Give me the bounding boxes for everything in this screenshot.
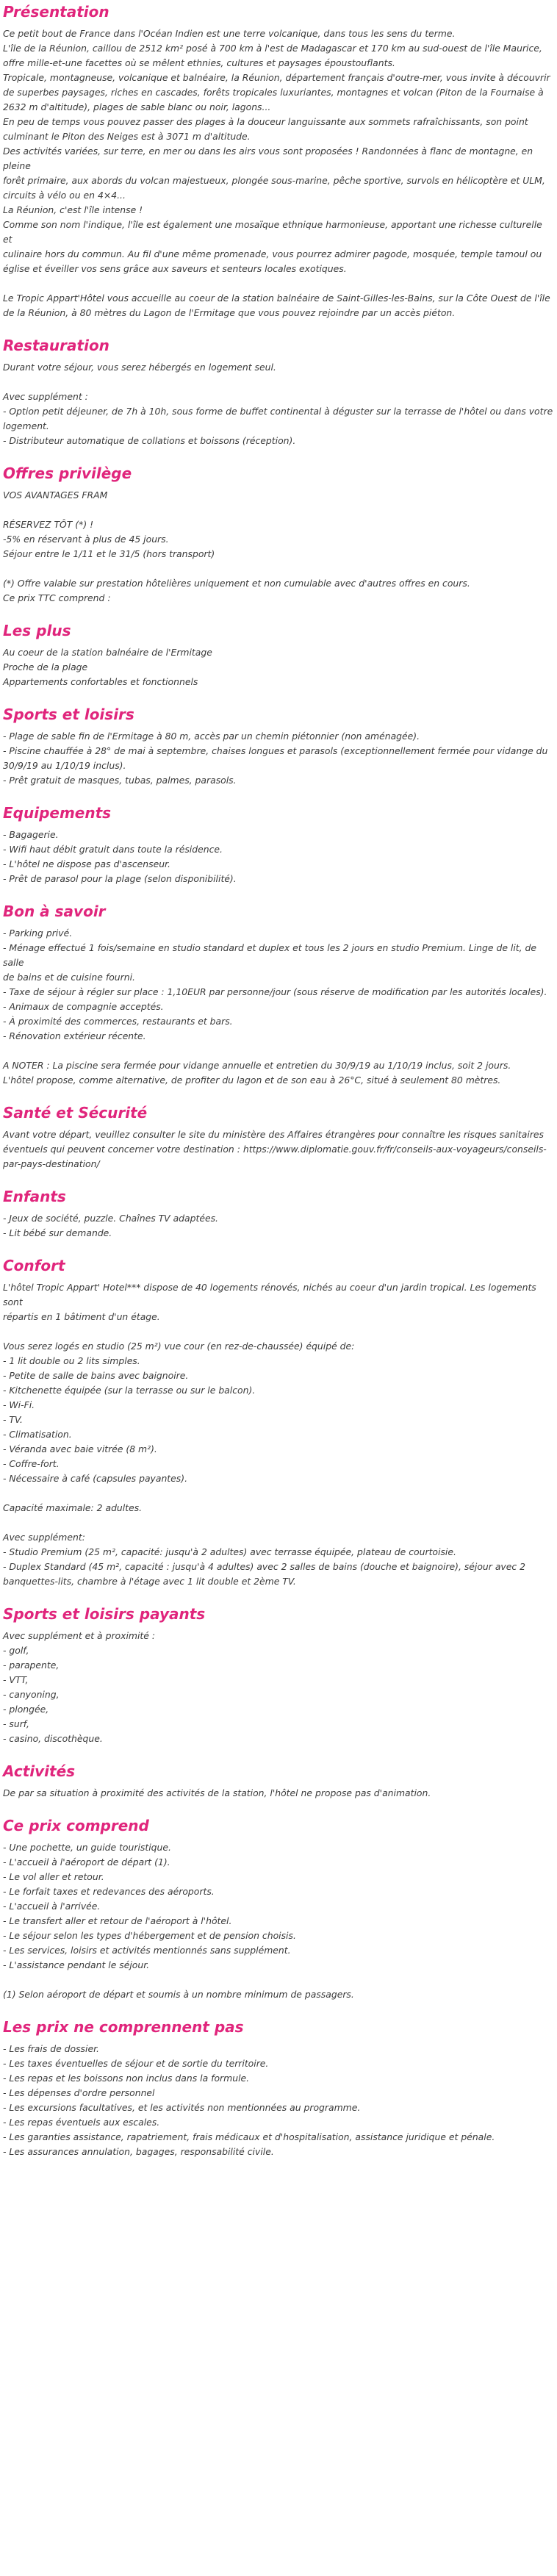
section-activites bbox=[0, 1759, 557, 1801]
text-line: - golf, bbox=[3, 1645, 29, 1656]
section-title: Enfants bbox=[3, 1188, 66, 1205]
text-line: banquettes-lits, chambre à l'étage avec 1 lit double et 2ème TV. bbox=[3, 1576, 296, 1587]
text-line: - casino, discothèque. bbox=[3, 1733, 103, 1744]
text-line: répartis en 1 bâtiment d'un étage. bbox=[3, 1311, 160, 1322]
text-line: - Prêt de parasol pour la plage (selon disponibilité). bbox=[3, 873, 237, 884]
text-line: - Wi-Fi. bbox=[3, 1399, 35, 1410]
text-line: Avec supplément : bbox=[3, 391, 88, 402]
section-body bbox=[3, 1280, 554, 1589]
text-line: 2632 m d'altitude), plages de sable blanc ou noir, lagons... bbox=[3, 101, 271, 112]
section-bon-a-savoir bbox=[0, 900, 557, 1088]
text-line: culinaire hors du commun. Au fil d'une même promenade, vous pourrez admirer pagode, mosquée, temple tamoul ou bbox=[3, 248, 542, 259]
text-line: - TV. bbox=[3, 1414, 23, 1425]
text-line: Au coeur de la station balnéaire de l'Ermitage bbox=[3, 647, 212, 658]
text-line: offre mille-et-une facettes où se mêlent ethnies, cultures et paysages époustouflants. bbox=[3, 57, 395, 68]
text-line: - Climatisation. bbox=[3, 1429, 72, 1440]
text-line: Des activités variées, sur terre, en mer ou dans les airs vous sont proposées ! Randonnées à flanc de montagne, en pleine bbox=[3, 146, 533, 171]
section-body bbox=[3, 2042, 554, 2159]
text-line: Avec supplément: bbox=[3, 1532, 85, 1543]
text-line: - Les repas éventuels aux escales. bbox=[3, 2117, 160, 2128]
text-line: - L'accueil à l'aéroport de départ (1). bbox=[3, 1856, 170, 1868]
text-line: - Le vol aller et retour. bbox=[3, 1871, 104, 1882]
text-line: - Les dépenses d'ordre personnel bbox=[3, 2087, 155, 2098]
text-line: - Les excursions facultatives, et les activités non mentionnées au programme. bbox=[3, 2102, 361, 2113]
text-line: Ce petit bout de France dans l'Océan Indien est une terre volcanique, dans tous les sens du terme. bbox=[3, 28, 456, 39]
section-body bbox=[3, 1840, 554, 2002]
section-title: Les plus bbox=[3, 622, 71, 639]
paragraph-gap bbox=[3, 562, 554, 576]
section-sports-loisirs-payants bbox=[0, 1602, 557, 1746]
text-line: VOS AVANTAGES FRAM bbox=[3, 489, 108, 501]
text-line: - Rénovation extérieur récente. bbox=[3, 1030, 146, 1041]
section-title: Offres privilège bbox=[3, 464, 132, 482]
section-sante-securite bbox=[0, 1101, 557, 1172]
section-title: Bon à savoir bbox=[3, 903, 106, 920]
text-line: Proche de la plage bbox=[3, 661, 88, 672]
text-line: - Kitchenette équipée (sur la terrasse ou sur le balcon). bbox=[3, 1385, 256, 1396]
section-title: Sports et loisirs payants bbox=[3, 1605, 206, 1623]
text-line: - canyoning, bbox=[3, 1689, 60, 1700]
text-line: - Animaux de compagnie acceptés. bbox=[3, 1001, 164, 1012]
paragraph-gap bbox=[3, 1486, 554, 1501]
text-line: Capacité maximale: 2 adultes. bbox=[3, 1502, 143, 1513]
text-line: église et éveiller vos sens grâce aux saveurs et senteurs locales exotiques. bbox=[3, 263, 347, 274]
section-restauration bbox=[0, 334, 557, 448]
text-line: - Piscine chauffée à 28° de mai à septembre, chaises longues et parasols (exceptionnellement fermée pour vidange du bbox=[3, 745, 548, 756]
section-title: Activités bbox=[3, 1762, 76, 1780]
text-line: - Plage de sable fin de l'Ermitage à 80 m, accès par un chemin piétonnier (non aménagée). bbox=[3, 731, 420, 742]
text-line: L'île de la Réunion, caillou de 2512 km² posé à 700 km à l'est de Madagascar et 170 km au sud-ouest de l'île Maurice, bbox=[3, 43, 542, 54]
section-body bbox=[3, 828, 554, 886]
section-body bbox=[3, 26, 554, 320]
section-title: Présentation bbox=[3, 3, 109, 21]
text-line: de bains et de cuisine fourni. bbox=[3, 972, 135, 983]
section-les-plus bbox=[0, 619, 557, 689]
text-line: - Ménage effectué 1 fois/semaine en studio standard et duplex et tous les 2 jours en studio Premium. Linge de lit, de salle bbox=[3, 942, 536, 968]
text-line: logement. bbox=[3, 420, 49, 431]
text-line: - Petite de salle de bains avec baignoire. bbox=[3, 1370, 189, 1381]
section-body bbox=[3, 645, 554, 689]
text-line: culminant le Piton des Neiges est à 3071 m d'altitude. bbox=[3, 131, 251, 142]
text-line: (*) Offre valable sur prestation hôtelières uniquement et non cumulable avec d'autres offres en cours. bbox=[3, 578, 470, 589]
text-line: - Duplex Standard (45 m², capacité : jusqu'à 4 adultes) avec 2 salles de bains (douche et baignoire), séjour avec 2 bbox=[3, 1561, 525, 1572]
text-line: Comme son nom l'indique, l'île est également une mosaïque ethnique harmonieuse, apportant une richesse culturelle et bbox=[3, 219, 542, 245]
text-line: - Wifi haut débit gratuit dans toute la résidence. bbox=[3, 844, 223, 855]
section-enfants bbox=[0, 1185, 557, 1241]
text-line: A NOTER : La piscine sera fermée pour vidange annuelle et entretien du 30/9/19 au 1/10/19 inclus, soit 2 jours. bbox=[3, 1060, 511, 1071]
text-line: - Véranda avec baie vitrée (8 m²). bbox=[3, 1443, 157, 1454]
section-title: Santé et Sécurité bbox=[3, 1104, 148, 1122]
text-line: - surf, bbox=[3, 1718, 29, 1729]
section-title: Confort bbox=[3, 1257, 65, 1274]
text-line: - Prêt gratuit de masques, tubas, palmes, parasols. bbox=[3, 775, 237, 786]
section-confort bbox=[0, 1254, 557, 1589]
paragraph-gap bbox=[3, 1324, 554, 1339]
text-line: - Une pochette, un guide touristique. bbox=[3, 1842, 171, 1853]
section-body bbox=[3, 1629, 554, 1746]
text-line: - Taxe de séjour à régler sur place : 1,10EUR par personne/jour (sous réserve de modification par les autorités locales). bbox=[3, 986, 547, 997]
paragraph-gap bbox=[3, 1515, 554, 1530]
text-line: L'hôtel Tropic Appart' Hotel*** dispose de 40 logements rénovés, nichés au coeur d'un jardin tropical. Les logements sont bbox=[3, 1282, 536, 1307]
section-ce-prix-comprend bbox=[0, 1814, 557, 2002]
text-line: - Les services, loisirs et activités mentionnés sans supplément. bbox=[3, 1945, 291, 1956]
section-equipements bbox=[0, 801, 557, 886]
text-line: - 1 lit double ou 2 lits simples. bbox=[3, 1355, 140, 1366]
text-line: Le Tropic Appart'Hôtel vous accueille au coeur de la station balnéaire de Saint-Gilles-les-Bains, sur la Côte Ouest de l'île bbox=[3, 293, 550, 304]
section-title: Ce prix comprend bbox=[3, 1817, 149, 1834]
text-line: - Nécessaire à café (capsules payantes). bbox=[3, 1473, 188, 1484]
text-line: - plongée, bbox=[3, 1704, 49, 1715]
section-ne-comprennent-pas bbox=[0, 2015, 557, 2159]
text-line: - À proximité des commerces, restaurants et bars. bbox=[3, 1016, 233, 1027]
text-line: Avec supplément et à proximité : bbox=[3, 1630, 156, 1641]
section-body bbox=[3, 926, 554, 1088]
text-line: de la Réunion, à 80 mètres du Lagon de l'Ermitage que vous pouvez rejoindre par un accès piéton. bbox=[3, 307, 456, 318]
text-line: - L'hôtel ne dispose pas d'ascenseur. bbox=[3, 858, 170, 869]
text-line: - L'assistance pendant le séjour. bbox=[3, 1959, 150, 1970]
text-line: Ce prix TTC comprend : bbox=[3, 592, 111, 603]
paragraph-gap bbox=[3, 276, 554, 291]
text-line: - Jeux de société, puzzle. Chaînes TV adaptées. bbox=[3, 1213, 218, 1224]
text-line: RÉSERVEZ TÔT (*) ! bbox=[3, 519, 94, 530]
section-title: Restauration bbox=[3, 337, 109, 354]
text-line: - VTT, bbox=[3, 1674, 29, 1685]
section-title: Les prix ne comprennent pas bbox=[3, 2018, 244, 2036]
text-line: circuits à vélo ou en 4×4... bbox=[3, 190, 126, 201]
text-line: De par sa situation à proximité des activités de la station, l'hôtel ne propose pas d'animation. bbox=[3, 1787, 431, 1798]
text-line: Avant votre départ, veuillez consulter le site du ministère des Affaires étrangères pour connaître les risques sanitaires bbox=[3, 1129, 544, 1140]
text-line: - Les repas et les boissons non inclus dans la formule. bbox=[3, 2073, 250, 2084]
text-line: - Option petit déjeuner, de 7h à 10h, sous forme de buffet continental à déguster sur la terrasse de l'hôtel ou dans votre bbox=[3, 406, 553, 417]
section-body bbox=[3, 488, 554, 606]
text-line: - Les taxes éventuelles de séjour et de sortie du territoire. bbox=[3, 2058, 269, 2069]
section-body bbox=[3, 729, 554, 788]
text-line: (1) Selon aéroport de départ et soumis à un nombre minimum de passagers. bbox=[3, 1989, 354, 2000]
text-line: Tropicale, montagneuse, volcanique et balnéaire, la Réunion, département français d'outre-mer, vous invite à découvrir bbox=[3, 72, 550, 83]
text-line: En peu de temps vous pouvez passer des plages à la douceur languissante aux sommets rafraîchissants, son point bbox=[3, 116, 528, 127]
text-line: - parapente, bbox=[3, 1660, 60, 1671]
section-body bbox=[3, 360, 554, 448]
text-line: - Le séjour selon les types d'hébergement et de pension choisis. bbox=[3, 1930, 296, 1941]
section-presentation bbox=[0, 0, 557, 320]
section-sports-loisirs bbox=[0, 703, 557, 788]
paragraph-gap bbox=[3, 503, 554, 517]
paragraph-gap bbox=[3, 1973, 554, 1987]
text-line: Appartements confortables et fonctionnels bbox=[3, 676, 198, 687]
text-line: - Studio Premium (25 m², capacité: jusqu'à 2 adultes) avec terrasse équipée, plateau de courtoisie. bbox=[3, 1546, 456, 1557]
text-line: par-pays-destination/ bbox=[3, 1158, 100, 1169]
text-line: éventuels qui peuvent concerner votre destination : https://www.diplomatie.gouv.fr/fr/conseils-aux-voyageurs/conseils- bbox=[3, 1144, 547, 1155]
section-title: Sports et loisirs bbox=[3, 706, 134, 723]
text-line: Vous serez logés en studio (25 m²) vue cour (en rez-de-chaussée) équipé de: bbox=[3, 1341, 355, 1352]
text-line: forêt primaire, aux abords du volcan majestueux, plongée sous-marine, pêche sportive, survols en hélicoptère et ULM, bbox=[3, 175, 545, 186]
paragraph-gap bbox=[3, 1044, 554, 1058]
text-line: L'hôtel propose, comme alternative, de profiter du lagon et de son eau à 26°C, situé à seulement 80 mètres. bbox=[3, 1074, 501, 1086]
text-line: - Le forfait taxes et redevances des aéroports. bbox=[3, 1886, 215, 1897]
text-line: - Coffre-fort. bbox=[3, 1458, 60, 1469]
section-body bbox=[3, 1211, 554, 1241]
text-line: - Les assurances annulation, bagages, responsabilité civile. bbox=[3, 2146, 274, 2157]
text-line: 30/9/19 au 1/10/19 inclus). bbox=[3, 760, 126, 771]
text-line: - Les frais de dossier. bbox=[3, 2043, 99, 2054]
section-title: Equipements bbox=[3, 804, 112, 822]
text-line: - Bagagerie. bbox=[3, 829, 59, 840]
text-line: - Parking privé. bbox=[3, 928, 73, 939]
text-line: - Lit bébé sur demande. bbox=[3, 1227, 112, 1238]
text-line: - Les garanties assistance, rapatriement, frais médicaux et d'hospitalisation, assistance juridique et pénale. bbox=[3, 2131, 495, 2142]
section-offres-privilege bbox=[0, 462, 557, 606]
section-body bbox=[3, 1127, 554, 1172]
text-line: La Réunion, c'est l'île intense ! bbox=[3, 204, 143, 215]
text-line: - Le transfert aller et retour de l'aéroport à l'hôtel. bbox=[3, 1915, 232, 1926]
text-line: - L'accueil à l'arrivée. bbox=[3, 1901, 101, 1912]
text-line: -5% en réservant à plus de 45 jours. bbox=[3, 534, 169, 545]
text-line: de superbes paysages, riches en cascades, forêts tropicales luxuriantes, montagnes et volcan (Piton de la Fournaise à bbox=[3, 87, 544, 98]
text-line: Durant votre séjour, vous serez hébergés en logement seul. bbox=[3, 362, 276, 373]
text-line: - Distributeur automatique de collations et boissons (réception). bbox=[3, 435, 296, 446]
section-body bbox=[3, 1786, 554, 1801]
paragraph-gap bbox=[3, 375, 554, 390]
text-line: Séjour entre le 1/11 et le 31/5 (hors transport) bbox=[3, 548, 215, 559]
